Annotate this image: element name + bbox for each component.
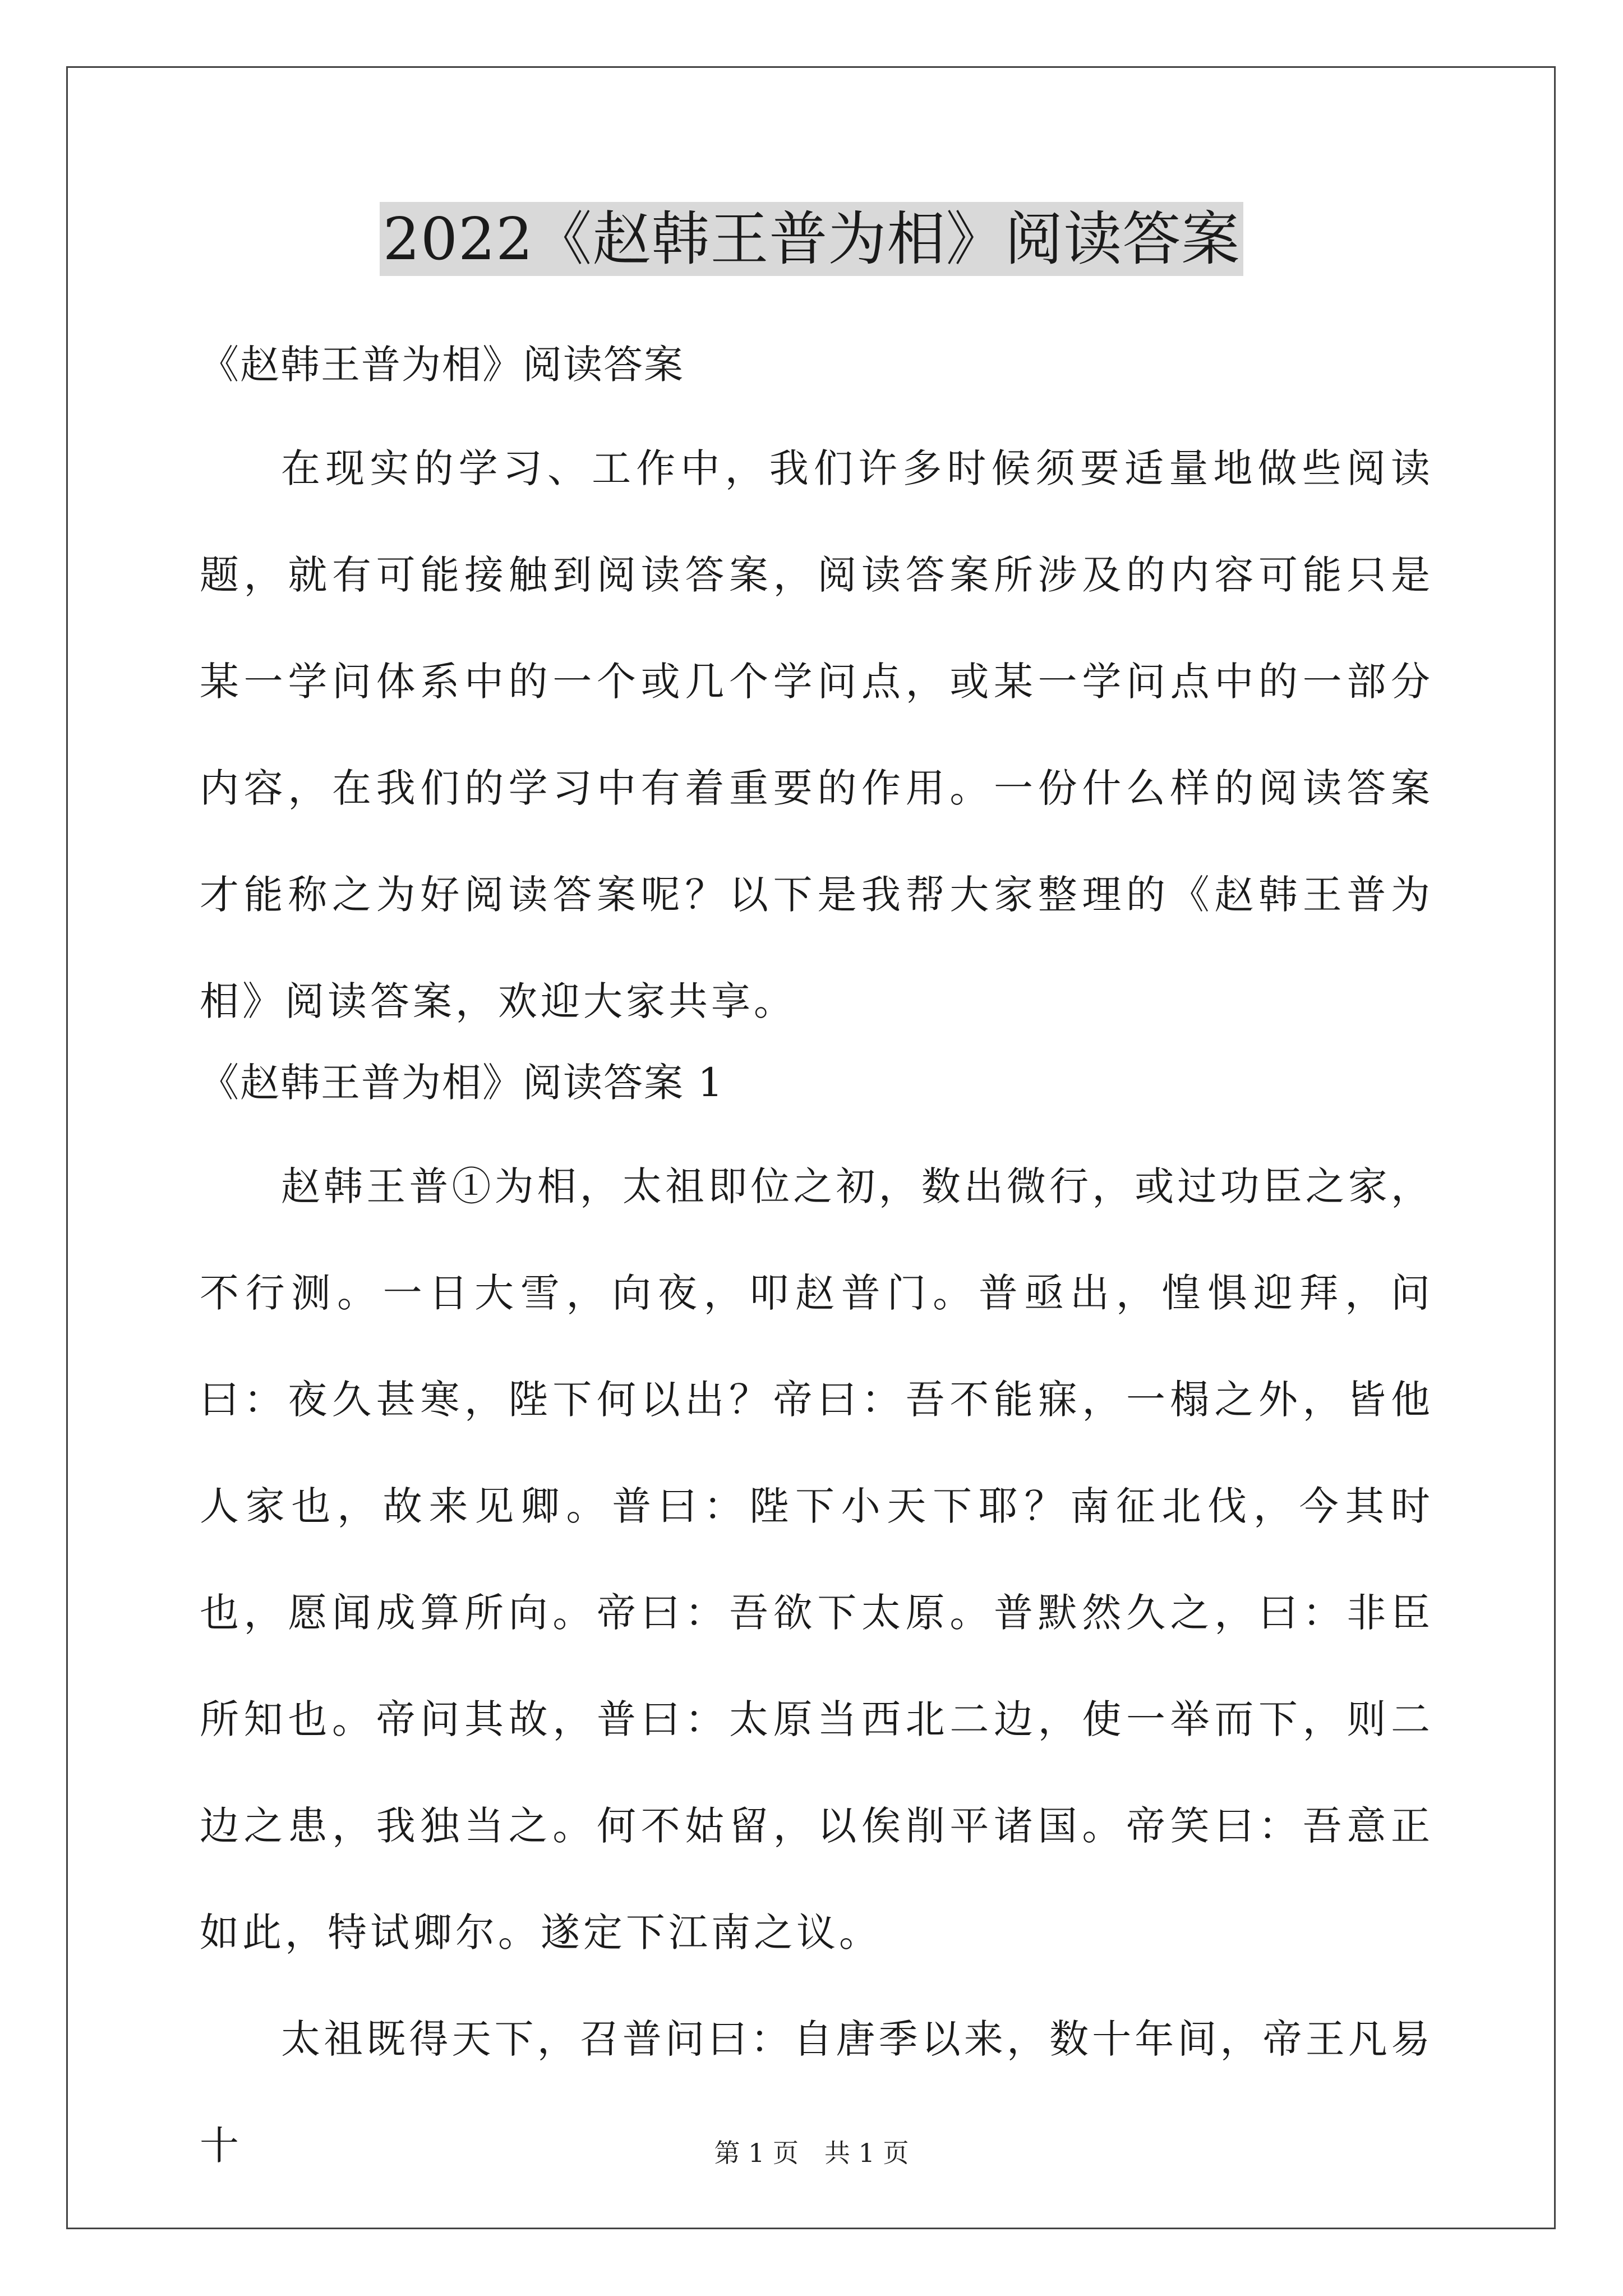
passage-paragraph-2: 太祖既得天下，召普问曰：自唐季以来，数十年间，帝王凡易十: [200, 2016, 1433, 2169]
section-heading-intro: 《赵韩王普为相》阅读答案: [200, 342, 684, 388]
document-body: [200, 337, 1433, 2199]
intro-paragraph: 在现实的学习、工作中，我们许多时候须要适量地做些阅读题，就有可能接触到阅读答案，阅读答案所涉及的内容可能只是某一学问体系中的一个或几个学问点，或某一学问点中的一部分内容，在我们的学习中有着重要的作用。一份什么样的阅读答案才能称之为好阅读答案呢？以下是我帮大家整理的《赵韩王普为相》阅读答案，欢迎大家共享。: [200, 445, 1433, 1024]
page-footer: 第 1 页 共 1 页: [714, 2138, 909, 2168]
passage-paragraph-1: 赵韩王普①为相，太祖即位之初，数出微行，或过功臣之家，不行测。一日大雪，向夜，叩赵普门。普亟出，惶惧迎拜，问曰：夜久甚寒，陛下何以出？帝曰：吾不能寐，一榻之外，皆他人家也，故来见卿。普曰：陛下小天下耶？南征北伐，今其时也，愿闻成算所向。帝曰：吾欲下太原。普默然久之，曰：非臣所知也。帝问其故，普曰：太原当西北二边，使一举而下，则二边之患，我独当之。何不姑留，以俟削平诸国。帝笑曰：吾意正如此，特试卿尔。遂定下江南之议。: [200, 1163, 1433, 1955]
title-container: [0, 202, 1623, 276]
section-heading-answer-1: 《赵韩王普为相》阅读答案 1: [200, 1060, 724, 1106]
document-title: 2022《赵韩王普为相》阅读答案: [380, 202, 1244, 276]
